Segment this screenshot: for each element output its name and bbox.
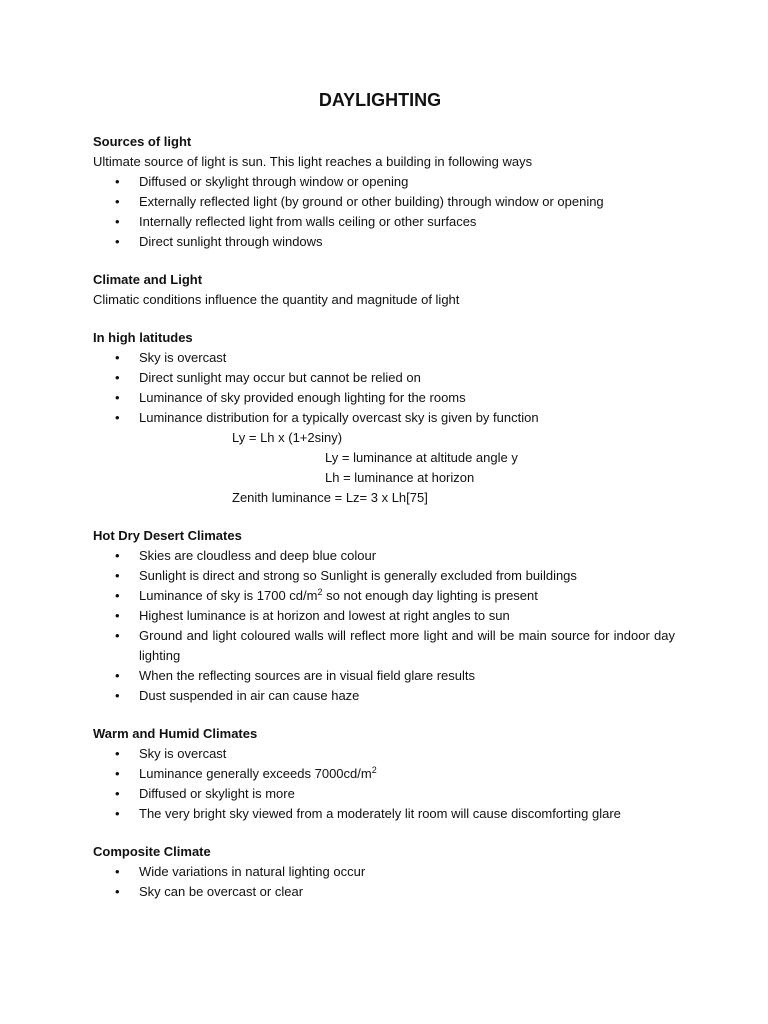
section-heading: Climate and Light <box>93 272 203 287</box>
list-item-text: Skies are cloudless and deep blue colour <box>139 548 377 563</box>
bullet-list <box>93 348 675 428</box>
list-item-text: Direct sunlight through windows <box>139 234 323 249</box>
list-item-text: Dust suspended in air can cause haze <box>139 688 360 703</box>
list-item-text: Diffused or skylight is more <box>139 786 295 801</box>
list-item-text: Sky can be overcast or clear <box>139 884 304 899</box>
list-item-text: Sunlight is direct and strong so Sunlight is generally excluded from buildings <box>139 568 577 583</box>
list-item <box>93 804 675 824</box>
list-item <box>93 862 675 882</box>
list-item <box>93 172 675 192</box>
list-item <box>93 586 675 606</box>
list-item <box>93 666 675 686</box>
section-intro: Ultimate source of light is sun. This light reaches a building in following ways <box>93 154 533 169</box>
list-item <box>93 368 675 388</box>
list-item-text: When the reflecting sources are in visual field glare results <box>139 668 475 683</box>
section-heading: Sources of light <box>93 134 192 149</box>
bullet-icon: • <box>115 568 120 583</box>
section-heading: In high latitudes <box>93 330 193 345</box>
list-item <box>93 882 675 902</box>
list-item <box>93 546 675 566</box>
bullet-icon: • <box>115 370 120 385</box>
bullet-icon: • <box>115 746 120 761</box>
bullet-icon: • <box>115 766 120 781</box>
section-sources-of-light <box>93 132 675 252</box>
bullet-list <box>93 546 675 706</box>
formula-zenith-luminance: Zenith luminance = Lz= 3 x Lh[75] <box>232 490 428 505</box>
bullet-icon: • <box>115 548 120 563</box>
list-item <box>93 192 675 212</box>
bullet-icon: • <box>115 350 120 365</box>
list-item <box>93 606 675 626</box>
list-item-text: Diffused or skylight through window or opening <box>139 174 409 189</box>
list-item-text: Luminance of sky provided enough lighting for the rooms <box>139 390 466 405</box>
section-climate-and-light <box>93 270 675 310</box>
bullet-icon: • <box>115 668 120 683</box>
bullet-icon: • <box>115 390 120 405</box>
list-item <box>93 686 675 706</box>
bullet-icon: • <box>115 588 120 603</box>
list-item <box>93 408 675 428</box>
list-item-text: Highest luminance is at horizon and lowest at right angles to sun <box>139 608 510 623</box>
superscript: 2 <box>317 587 323 597</box>
list-item-text: The very bright sky viewed from a moderately lit room will cause discomforting glare <box>139 806 621 821</box>
list-item <box>93 784 675 804</box>
list-item-text: Direct sunlight may occur but cannot be relied on <box>139 370 421 385</box>
list-item <box>93 348 675 368</box>
formula-lh-definition: Lh = luminance at horizon <box>325 470 475 485</box>
list-item <box>93 388 675 408</box>
bullet-icon: • <box>115 806 120 821</box>
superscript: 2 <box>371 765 377 775</box>
section-heading: Composite Climate <box>93 844 211 859</box>
section-high-latitudes <box>93 328 675 508</box>
list-item-text: Sky is overcast <box>139 746 227 761</box>
list-item <box>93 232 675 252</box>
bullet-icon: • <box>115 608 120 623</box>
bullet-list <box>93 744 675 824</box>
formula-ly-definition: Ly = luminance at altitude angle y <box>325 450 518 465</box>
list-item-text: Externally reflected light (by ground or other building) through window or opening <box>139 194 604 209</box>
section-heading: Hot Dry Desert Climates <box>93 528 242 543</box>
bullet-icon: • <box>115 864 120 879</box>
list-item <box>93 212 675 232</box>
bullet-icon: • <box>115 194 120 209</box>
bullet-icon: • <box>115 884 120 899</box>
list-item <box>93 626 675 666</box>
section-composite-climate <box>93 842 675 902</box>
document-page <box>93 88 675 920</box>
section-warm-humid <box>93 724 675 824</box>
section-text: Climatic conditions influence the quantity and magnitude of light <box>93 292 460 307</box>
list-item <box>93 764 675 784</box>
bullet-icon: • <box>115 688 120 703</box>
list-item-text: Internally reflected light from walls ceiling or other surfaces <box>139 214 477 229</box>
bullet-icon: • <box>115 174 120 189</box>
bullet-list <box>93 862 675 902</box>
bullet-icon: • <box>115 410 120 425</box>
section-hot-dry-desert <box>93 526 675 706</box>
bullet-icon: • <box>115 214 120 229</box>
list-item-text: Luminance generally exceeds 7000cd/m <box>139 766 372 781</box>
formula-luminance: Ly = Lh x (1+2siny) <box>232 430 343 445</box>
bullet-list <box>93 172 675 252</box>
list-item-text: Luminance distribution for a typically overcast sky is given by function <box>139 410 539 425</box>
bullet-icon: • <box>115 628 120 643</box>
list-item-text: so not enough day lighting is present <box>322 588 538 603</box>
list-item <box>93 744 675 764</box>
bullet-icon: • <box>115 234 120 249</box>
list-item-text: Wide variations in natural lighting occur <box>139 864 366 879</box>
list-item-text: Sky is overcast <box>139 350 227 365</box>
bullet-icon: • <box>115 786 120 801</box>
list-item-text: Ground and light coloured walls will reflect more light and will be main source for indoor day lighting <box>139 628 675 663</box>
list-item <box>93 566 675 586</box>
page-title: DAYLIGHTING <box>318 90 442 110</box>
list-item-text: Luminance of sky is 1700 cd/m <box>139 588 318 603</box>
section-heading: Warm and Humid Climates <box>93 726 258 741</box>
